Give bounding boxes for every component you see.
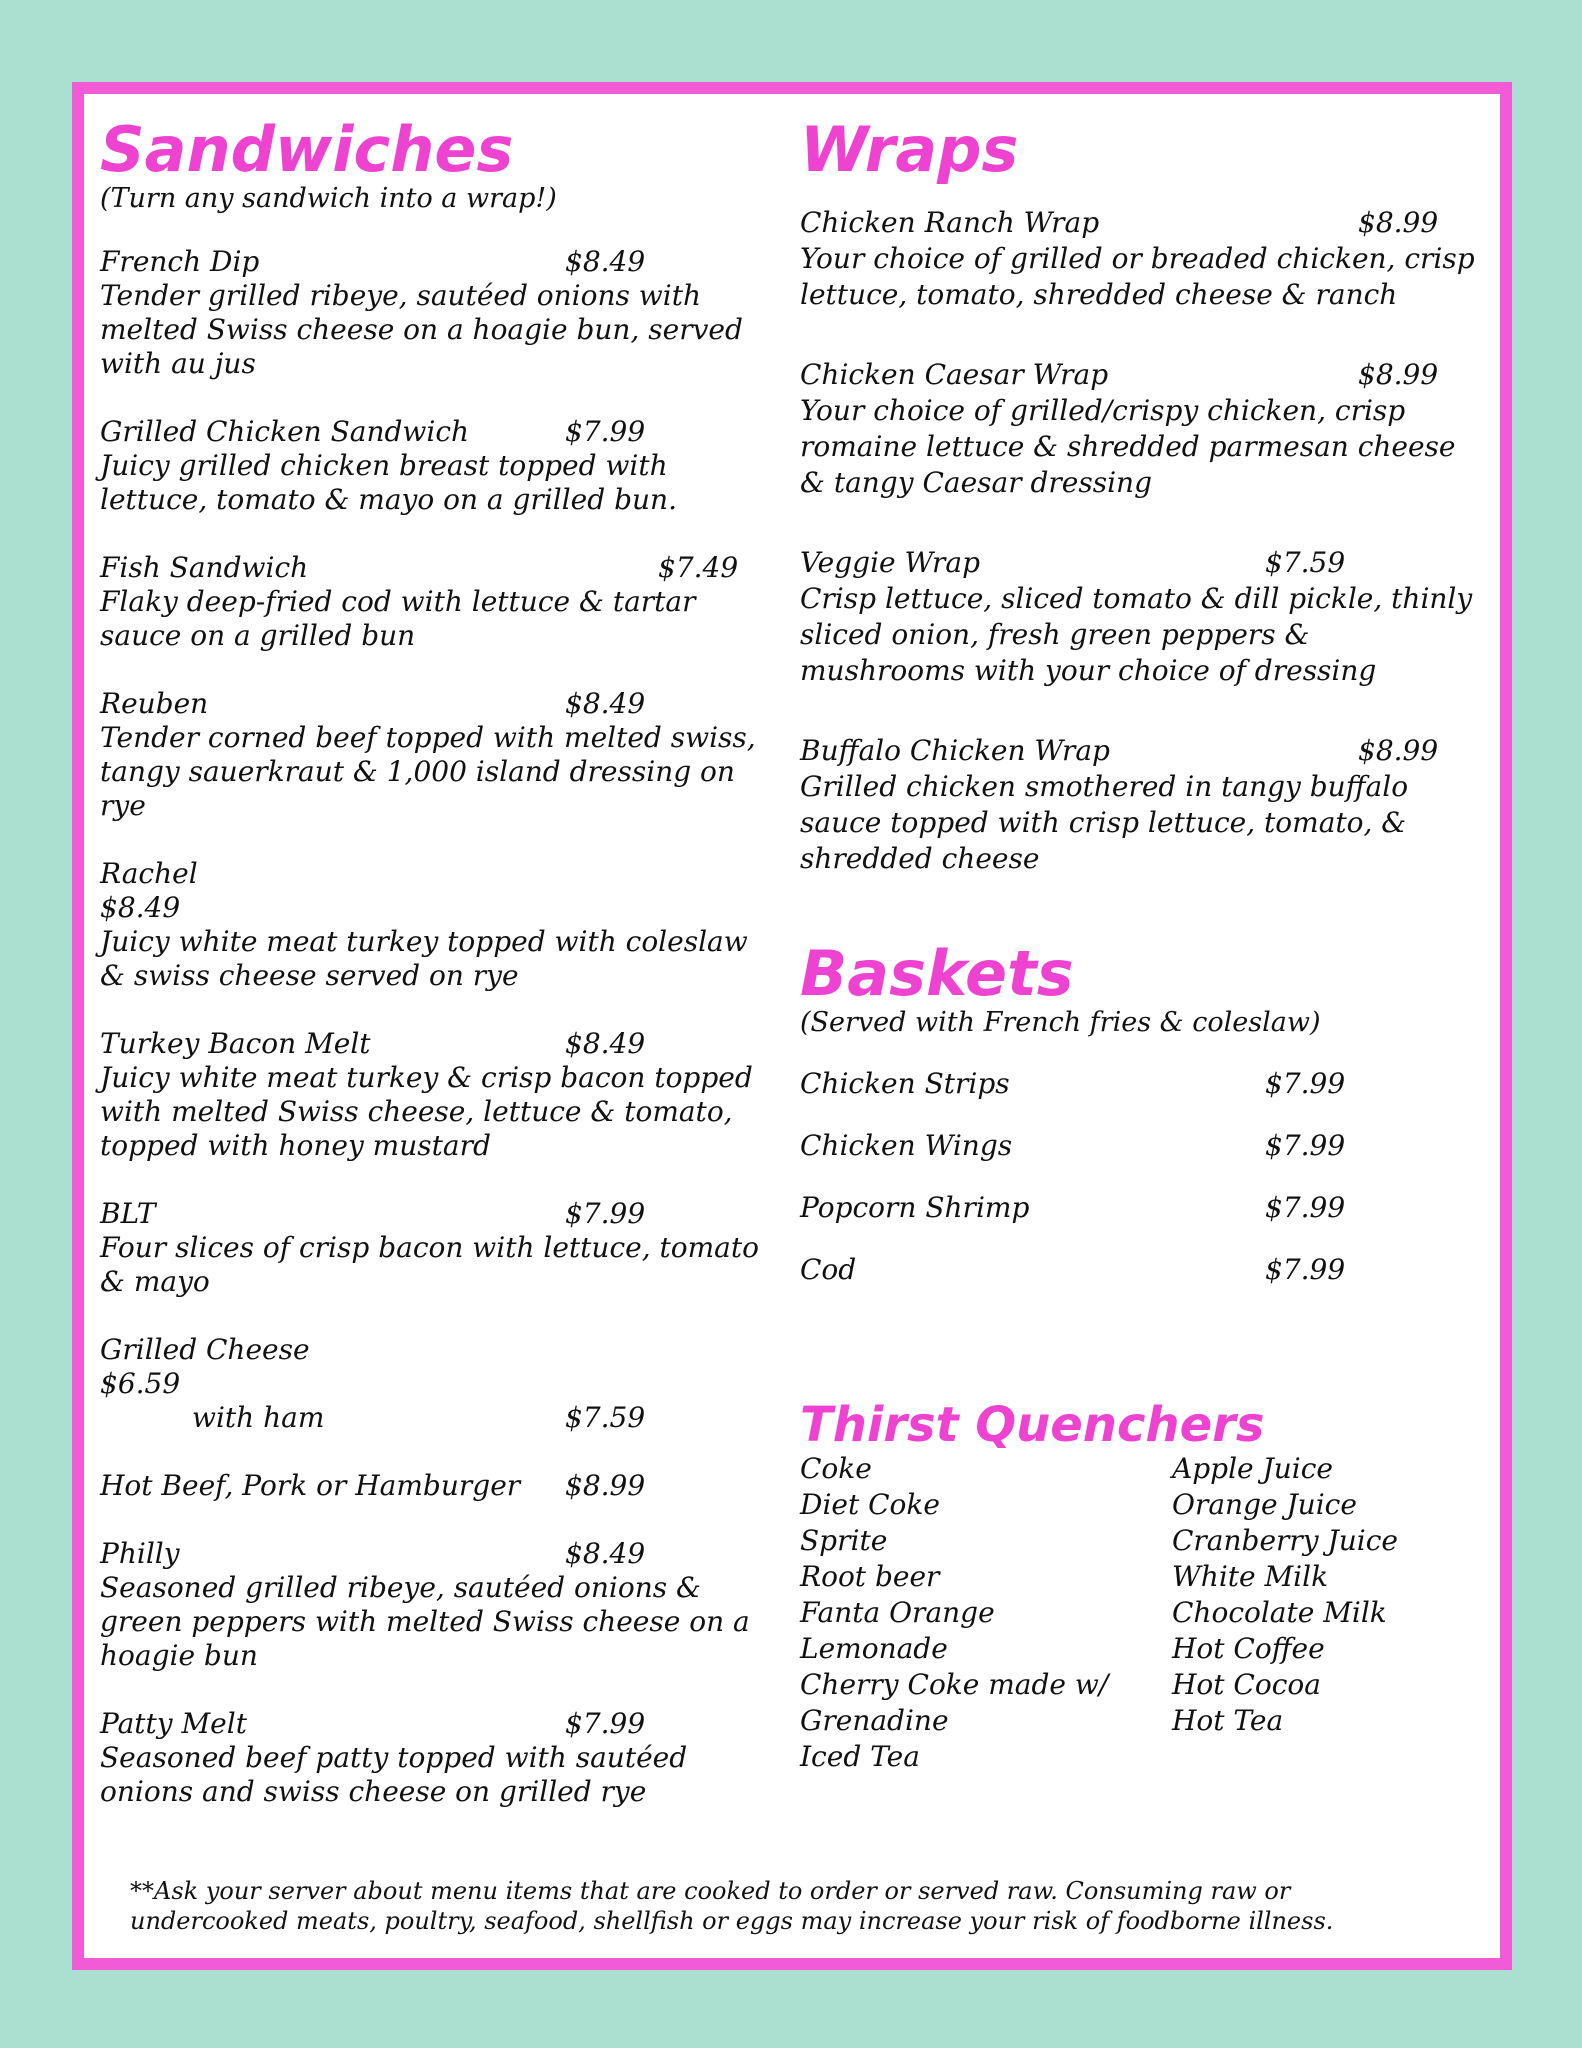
item-name: Fish Sandwich [100, 551, 309, 584]
wraps-title: Wraps [800, 113, 1019, 186]
item-description: Seasoned grilled ribeye, sautéed onions & green peppers with melted Swiss cheese on a hoagie bun [100, 1571, 750, 1672]
drinks-column-2 [1172, 1451, 1398, 1739]
item-name: Reuben [100, 687, 209, 720]
menu-item [100, 1469, 760, 1503]
baskets-subtitle: (Served with French fries & coleslaw) [800, 1007, 1321, 1038]
item-name: Chicken Caesar Wrap [800, 358, 1109, 391]
drink-item: Cherry Coke made w/ [800, 1668, 1109, 1701]
menu-item [800, 357, 1480, 501]
item-description: Juicy grilled chicken breast topped with lettuce, tomato & mayo on a grilled bun. [100, 449, 677, 516]
drink-item: Cranberry Juice [1172, 1524, 1398, 1557]
item-name: Chicken Wings [800, 1129, 1013, 1162]
item-price: $7.99 [1265, 1067, 1346, 1100]
menu-item [100, 1537, 760, 1673]
item-option-price: $7.59 [565, 1401, 646, 1434]
item-price: $8.49 [100, 891, 181, 924]
item-price: $7.99 [1265, 1129, 1346, 1162]
menu-item [100, 687, 760, 823]
drink-item: Coke [800, 1452, 872, 1485]
drink-item: Apple Juice [1172, 1452, 1333, 1485]
item-description: Your choice of grilled/crispy chicken, crisp romaine lettuce & shredded parmesan cheese & tangy Caesar dressing [800, 394, 1456, 499]
drink-item: Iced Tea [800, 1740, 920, 1773]
menu-item [100, 1707, 760, 1809]
drink-item: Grenadine [800, 1704, 949, 1737]
menu-item [100, 415, 760, 517]
drink-item: White Milk [1172, 1560, 1329, 1593]
sandwiches-title: Sandwiches [100, 113, 514, 186]
menu-item [800, 1191, 1480, 1225]
item-price: $8.49 [565, 1027, 646, 1060]
sandwiches-section [100, 113, 760, 1843]
menu-item [800, 205, 1480, 313]
menu-item [800, 1253, 1480, 1287]
item-price: $8.49 [565, 687, 646, 720]
item-name: Philly [100, 1537, 180, 1570]
item-price: $8.99 [1358, 358, 1439, 391]
drink-item: Diet Coke [800, 1488, 940, 1521]
menu-item [100, 1027, 760, 1163]
item-description: Tender corned beef topped with melted swiss, tangy sauerkraut & 1,000 island dressing on rye [100, 721, 756, 822]
baskets-title: Baskets [800, 937, 1074, 1010]
item-description: Flaky deep-fried cod with lettuce & tartar sauce on a grilled bun [100, 585, 696, 652]
item-name: Rachel [100, 857, 198, 890]
menu-item [800, 1129, 1480, 1163]
drink-item: Fanta Orange [800, 1596, 995, 1629]
menu-item [100, 1197, 760, 1299]
menu-item [100, 1333, 760, 1435]
item-price: $8.49 [565, 1537, 646, 1570]
item-description: Juicy white meat turkey & crisp bacon topped with melted Swiss cheese, lettuce & tomato, topped with honey mustard [100, 1061, 753, 1162]
drink-item: Hot Cocoa [1172, 1668, 1321, 1701]
item-description: Crisp lettuce, sliced tomato & dill pickle, thinly sliced onion, fresh green peppers & mushrooms with your choice of dressing [800, 582, 1473, 687]
item-description: Your choice of grilled or breaded chicken, crisp lettuce, tomato, shredded cheese & ranch [800, 242, 1475, 311]
item-price: $7.99 [565, 1707, 646, 1740]
item-name: French Dip [100, 245, 260, 278]
item-description: Tender grilled ribeye, sautéed onions with melted Swiss cheese on a hoagie bun, served with au jus [100, 279, 743, 380]
item-price: $7.99 [565, 1197, 646, 1230]
item-option-label: with ham [192, 1401, 325, 1434]
right-column [800, 113, 1480, 1773]
item-name: Hot Beef, Pork or Hamburger [100, 1469, 521, 1502]
item-price: $7.59 [1265, 546, 1346, 579]
drink-item: Hot Coffee [1172, 1632, 1325, 1665]
item-description: Seasoned beef patty topped with sautéed onions and swiss cheese on grilled rye [100, 1741, 688, 1808]
menu-item [100, 551, 760, 653]
item-name: Cod [800, 1253, 857, 1286]
item-description: Grilled chicken smothered in tangy buffalo sauce topped with crisp lettuce, tomato, & shredded cheese [800, 770, 1409, 875]
menu-item [800, 545, 1480, 689]
sandwiches-subtitle: (Turn any sandwich into a wrap!) [100, 183, 557, 214]
item-price: $6.59 [100, 1367, 181, 1400]
item-price: $7.99 [1265, 1191, 1346, 1224]
item-name: Buffalo Chicken Wrap [800, 734, 1110, 767]
drinks-column-1 [800, 1451, 1108, 1775]
drink-item: Sprite [800, 1524, 888, 1557]
item-name: Veggie Wrap [800, 546, 981, 579]
item-description: Juicy white meat turkey topped with coleslaw & swiss cheese served on rye [100, 925, 748, 992]
item-name: Grilled Cheese [100, 1333, 310, 1366]
item-price: $8.99 [565, 1469, 646, 1502]
item-name: Turkey Bacon Melt [100, 1027, 371, 1060]
item-price: $8.99 [1358, 734, 1439, 767]
item-name: Grilled Chicken Sandwich [100, 415, 470, 448]
menu-item [800, 733, 1480, 877]
drink-item: Root beer [800, 1560, 940, 1593]
item-price: $7.49 [658, 551, 739, 584]
item-price: $7.99 [1265, 1253, 1346, 1286]
item-price: $7.99 [565, 415, 646, 448]
item-description: Four slices of crisp bacon with lettuce, tomato & mayo [100, 1231, 759, 1298]
item-name: Popcorn Shrimp [800, 1191, 1030, 1224]
drinks-title: Thirst Quenchers [800, 1397, 1265, 1453]
menu-item [100, 857, 760, 993]
drink-item: Orange Juice [1172, 1488, 1357, 1521]
item-price: $8.49 [565, 245, 646, 278]
item-name: BLT [100, 1197, 156, 1230]
drink-item: Hot Tea [1172, 1704, 1284, 1737]
item-name: Chicken Ranch Wrap [800, 206, 1100, 239]
item-name: Chicken Strips [800, 1067, 1010, 1100]
menu-item [800, 1067, 1480, 1101]
item-name: Patty Melt [100, 1707, 247, 1740]
drink-item: Chocolate Milk [1172, 1596, 1387, 1629]
item-price: $8.99 [1358, 206, 1439, 239]
menu-item [100, 245, 760, 381]
drink-item: Lemonade [800, 1632, 948, 1665]
food-safety-footnote: **Ask your server about menu items that are cooked to order or served raw. Consuming raw or undercooked meats, poultry, seafood, shellfish or eggs may increase your risk of foodborne illness. [130, 1877, 1334, 1935]
